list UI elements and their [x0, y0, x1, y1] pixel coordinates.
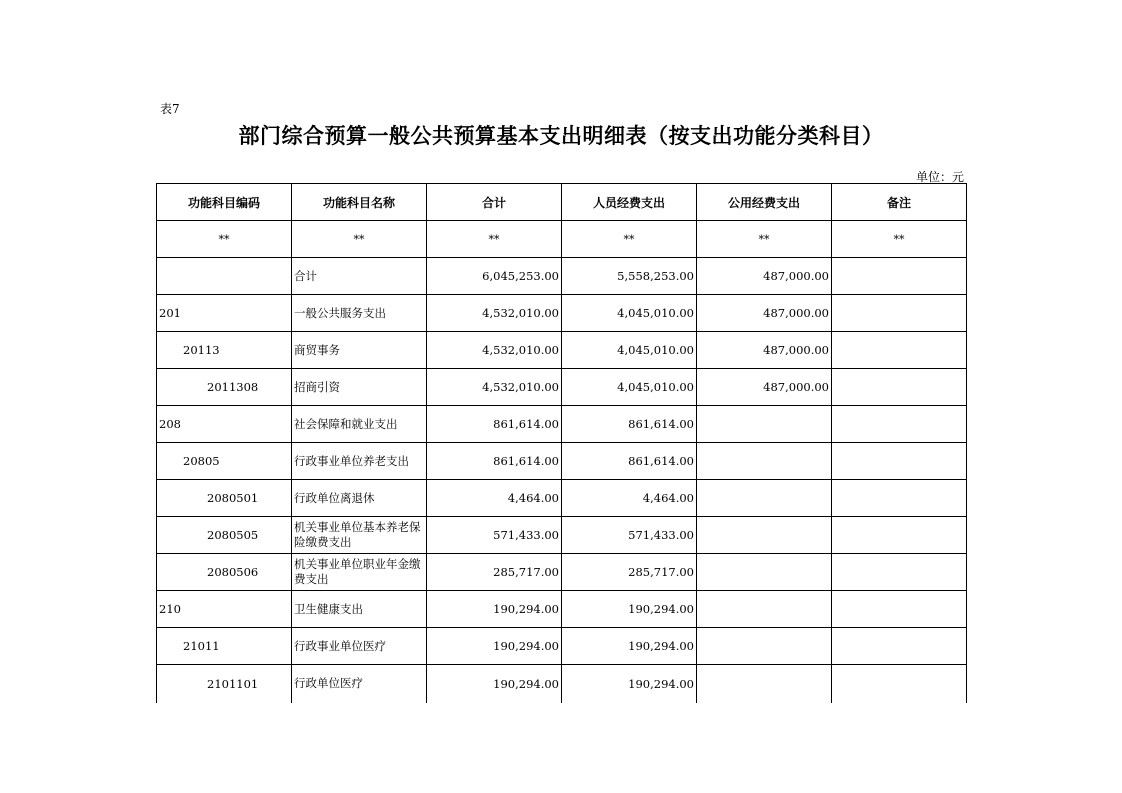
code-cell: 2101101: [157, 665, 292, 703]
public-cell: [697, 591, 832, 628]
note-cell: [832, 369, 967, 406]
personnel-cell: 571,433.00: [562, 517, 697, 554]
code-cell: 20113: [157, 332, 292, 369]
table-row: [157, 369, 967, 406]
table-row: [157, 406, 967, 443]
public-cell: 487,000.00: [697, 295, 832, 332]
name-cell: 商贸事务: [292, 332, 427, 369]
code-cell: 2080505: [157, 517, 292, 554]
total-cell: 861,614.00: [427, 443, 562, 480]
name-cell: 招商引资: [292, 369, 427, 406]
table-row: [157, 554, 967, 591]
name-cell: 社会保障和就业支出: [292, 406, 427, 443]
total-cell: 4,532,010.00: [427, 295, 562, 332]
public-cell: [697, 554, 832, 591]
public-cell: 487,000.00: [697, 258, 832, 295]
public-cell: [697, 665, 832, 703]
name-cell: 机关事业单位基本养老保险缴费支出: [292, 517, 427, 554]
note-cell: [832, 443, 967, 480]
note-cell: [832, 332, 967, 369]
header-public: 公用经费支出: [697, 184, 832, 221]
table-row: [157, 628, 967, 665]
total-cell: 4,464.00: [427, 480, 562, 517]
personnel-cell: 190,294.00: [562, 665, 697, 703]
note-cell: [832, 665, 967, 703]
personnel-cell: 285,717.00: [562, 554, 697, 591]
table-row: [157, 517, 967, 554]
name-cell: 卫生健康支出: [292, 591, 427, 628]
table-row: [157, 258, 967, 295]
header-code: 功能科目编码: [157, 184, 292, 221]
personnel-cell: 4,045,010.00: [562, 295, 697, 332]
marker-cell: **: [832, 221, 967, 258]
table-row: [157, 480, 967, 517]
table-row: [157, 332, 967, 369]
code-cell: 2080506: [157, 554, 292, 591]
total-cell: 4,532,010.00: [427, 332, 562, 369]
name-cell: 行政单位离退休: [292, 480, 427, 517]
public-cell: 487,000.00: [697, 369, 832, 406]
note-cell: [832, 406, 967, 443]
code-cell: 2080501: [157, 480, 292, 517]
public-cell: [697, 628, 832, 665]
total-cell: 285,717.00: [427, 554, 562, 591]
personnel-cell: 861,614.00: [562, 443, 697, 480]
note-cell: [832, 628, 967, 665]
code-cell: 20805: [157, 443, 292, 480]
header-row: [157, 184, 967, 221]
note-cell: [832, 480, 967, 517]
page-title: 部门综合预算一般公共预算基本支出明细表（按支出功能分类科目）: [238, 124, 884, 148]
total-cell: 190,294.00: [427, 665, 562, 703]
marker-row: [157, 221, 967, 258]
table-row: [157, 443, 967, 480]
header-note: 备注: [832, 184, 967, 221]
personnel-cell: 190,294.00: [562, 628, 697, 665]
total-cell: 861,614.00: [427, 406, 562, 443]
table-row: [157, 591, 967, 628]
code-cell: [157, 258, 292, 295]
table-number-label: 表7: [160, 102, 180, 116]
header-name: 功能科目名称: [292, 184, 427, 221]
table-row: [157, 665, 967, 703]
personnel-cell: 861,614.00: [562, 406, 697, 443]
personnel-cell: 190,294.00: [562, 591, 697, 628]
code-cell: 208: [157, 406, 292, 443]
total-cell: 190,294.00: [427, 628, 562, 665]
public-cell: [697, 480, 832, 517]
total-cell: 571,433.00: [427, 517, 562, 554]
note-cell: [832, 258, 967, 295]
code-cell: 2011308: [157, 369, 292, 406]
public-cell: [697, 517, 832, 554]
note-cell: [832, 554, 967, 591]
header-total: 合计: [427, 184, 562, 221]
note-cell: [832, 591, 967, 628]
total-cell: 190,294.00: [427, 591, 562, 628]
marker-cell: **: [697, 221, 832, 258]
table-row: [157, 295, 967, 332]
name-cell: 行政事业单位医疗: [292, 628, 427, 665]
marker-cell: **: [562, 221, 697, 258]
public-cell: [697, 406, 832, 443]
unit-label: 单位：元: [915, 170, 964, 184]
personnel-cell: 4,045,010.00: [562, 369, 697, 406]
marker-cell: **: [427, 221, 562, 258]
code-cell: 21011: [157, 628, 292, 665]
header-personnel: 人员经费支出: [562, 184, 697, 221]
total-cell: 4,532,010.00: [427, 369, 562, 406]
personnel-cell: 4,464.00: [562, 480, 697, 517]
note-cell: [832, 517, 967, 554]
public-cell: [697, 443, 832, 480]
personnel-cell: 5,558,253.00: [562, 258, 697, 295]
name-cell: 机关事业单位职业年金缴费支出: [292, 554, 427, 591]
budget-table: [156, 183, 967, 703]
marker-cell: **: [157, 221, 292, 258]
name-cell: 一般公共服务支出: [292, 295, 427, 332]
name-cell: 合计: [292, 258, 427, 295]
name-cell: 行政事业单位养老支出: [292, 443, 427, 480]
name-cell: 行政单位医疗: [292, 665, 427, 703]
code-cell: 201: [157, 295, 292, 332]
marker-cell: **: [292, 221, 427, 258]
public-cell: 487,000.00: [697, 332, 832, 369]
code-cell: 210: [157, 591, 292, 628]
note-cell: [832, 295, 967, 332]
total-cell: 6,045,253.00: [427, 258, 562, 295]
personnel-cell: 4,045,010.00: [562, 332, 697, 369]
